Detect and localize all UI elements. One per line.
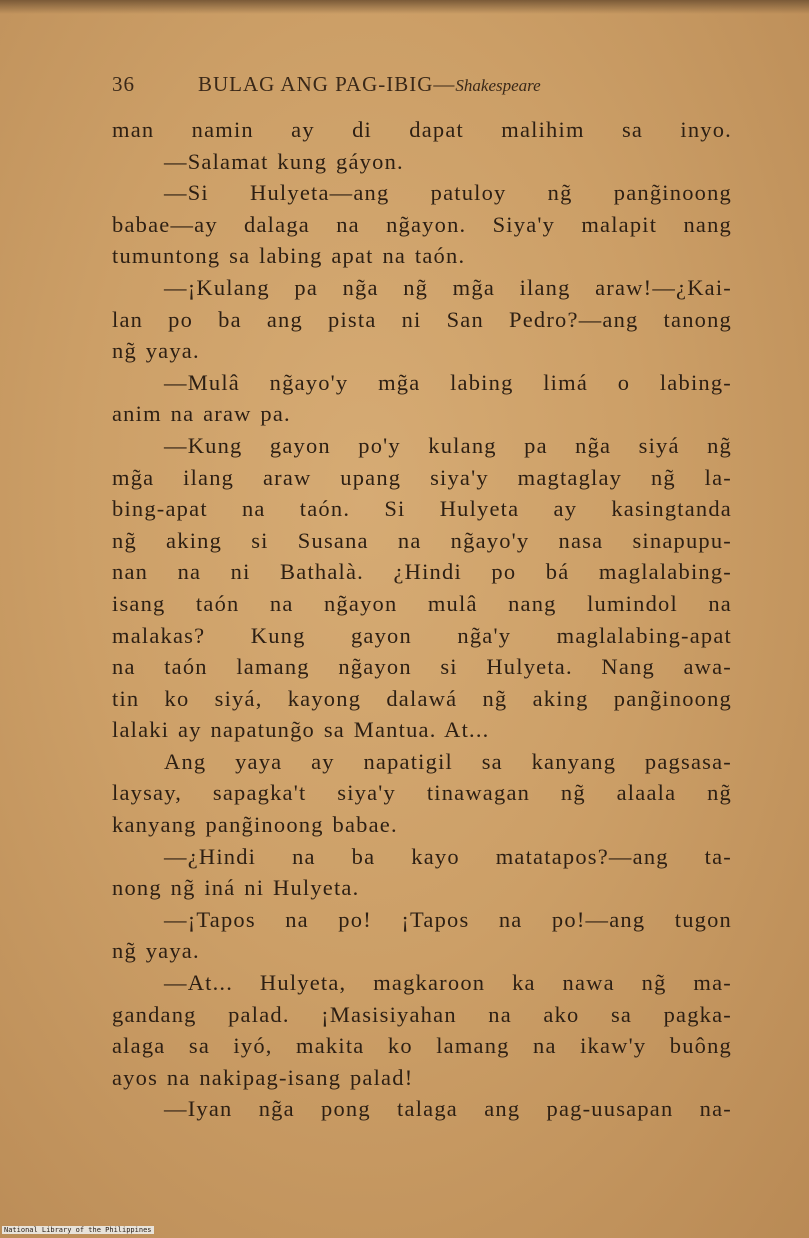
text-line: mg̃a ilang araw upang siya'y magtaglay ng̃ la- — [112, 464, 732, 490]
text-line: —Si Hulyeta—ang patuloy ng̃ pang̃inoong — [164, 180, 732, 206]
text-line: babae—ay dalaga na ng̃ayon. Siya'y malapit nang — [112, 211, 732, 237]
text-line: —Mulâ ng̃ayo'y mg̃a labing limá o labing- — [164, 369, 732, 395]
text-line: lalaki ay napatung̃o sa Mantua. At... — [112, 717, 490, 743]
book-title: BULAG ANG PAG-IBIG— — [198, 72, 456, 96]
text-line: —¿Hindi na ba kayo matatapos?—ang ta- — [164, 843, 732, 869]
text-line: na taón lamang ng̃ayon si Hulyeta. Nang awa- — [112, 654, 732, 680]
text-line: nan na ni Bathalà. ¿Hindi po bá maglalabing- — [112, 559, 732, 585]
text-line: nong ng̃ iná ni Hulyeta. — [112, 875, 360, 901]
text-line: —Iyan ng̃a pong talaga ang pag-uusapan na- — [164, 1096, 732, 1122]
page-number: 36 — [112, 72, 135, 96]
text-line: alaga sa iyó, makita ko lamang na ikaw'y buông — [112, 1033, 732, 1059]
text-line: man namin ay di dapat malihim sa inyo. — [112, 117, 732, 142]
text-line: bing-apat na taón. Si Hulyeta ay kasingtanda — [112, 496, 732, 522]
body-text — [112, 114, 732, 1125]
running-header — [112, 72, 732, 102]
text-line: isang taón na ng̃ayon mulâ nang lumindol na — [112, 590, 732, 616]
text-line: gandang palad. ¡Masisiyahan na ako sa pagka- — [112, 1001, 732, 1027]
text-line: ng̃ aking si Susana na ng̃ayo'y nasa sinapupu- — [112, 527, 732, 553]
text-line: —¡Tapos na po! ¡Tapos na po!—ang tugon — [164, 906, 732, 932]
text-line: ng̃ yaya. — [112, 938, 200, 964]
text-line: —Kung gayon po'y kulang pa ng̃a siyá ng̃ — [164, 432, 732, 458]
text-line: malakas? Kung gayon ng̃a'y maglalabing-apat — [112, 622, 732, 648]
text-line: —Salamat kung gáyon. — [164, 148, 404, 174]
text-line: anim na araw pa. — [112, 401, 291, 427]
text-line: ng̃ yaya. — [112, 338, 200, 364]
text-line: kanyang pang̃inoong babae. — [112, 812, 398, 838]
page-top-edge — [0, 0, 809, 14]
text-line: tin ko siyá, kayong dalawá ng̃ aking pang̃inoong — [112, 685, 732, 711]
text-line: laysay, sapagka't siya'y tinawagan ng̃ alaala ng̃ — [112, 780, 732, 806]
text-line: Ang yaya ay napatigil sa kanyang pagsasa- — [164, 748, 732, 774]
text-line: —¡Kulang pa ng̃a ng̃ mg̃a ilang araw!—¿Kai- — [164, 274, 732, 300]
author-name: Shakespeare — [455, 76, 541, 95]
text-line: lan po ba ang pista ni San Pedro?—ang tanong — [112, 306, 732, 332]
text-line: ayos na nakipag-isang palad! — [112, 1064, 414, 1090]
text-line: —At... Hulyeta, magkaroon ka nawa ng̃ ma- — [164, 970, 732, 996]
text-line: tumuntong sa labing apat na taón. — [112, 243, 466, 269]
library-credit: National Library of the Philippines — [4, 1226, 152, 1234]
